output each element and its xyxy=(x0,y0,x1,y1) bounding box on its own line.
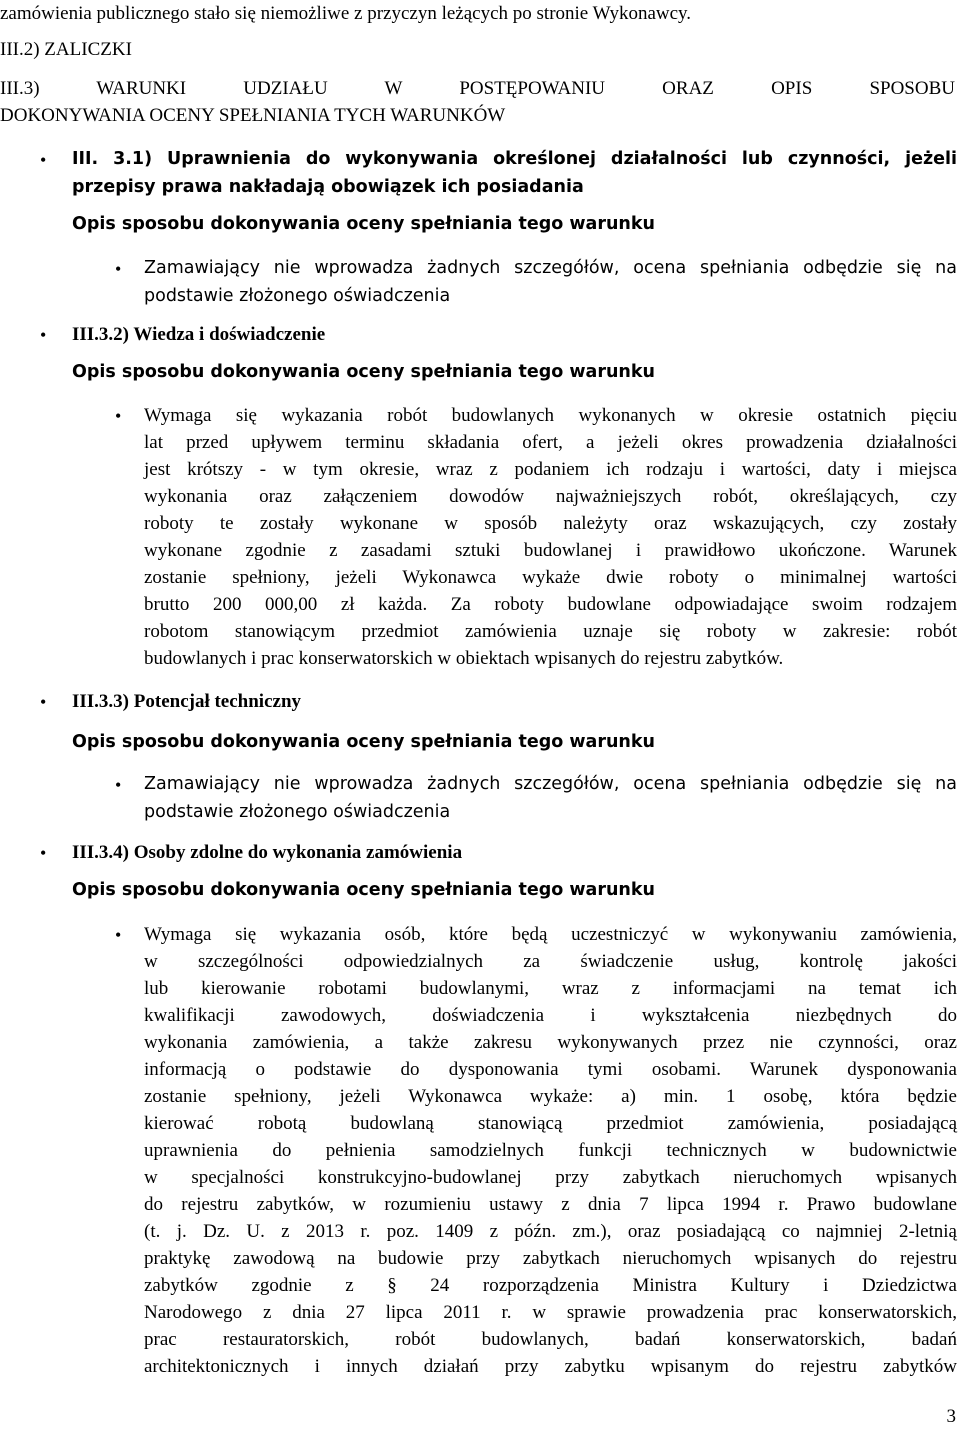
section-3-4-text-line: prac restauratorskich, robót budowlanych, badań konserwatorskich, badań xyxy=(144,1329,957,1350)
section-3-4-text-line: praktykę zawodową na budowie przy zabytkach nieruchomych wpisanych do rejestru xyxy=(144,1248,957,1269)
section-3-3-text-line-2: podstawie złożonego oświadczenia xyxy=(144,802,451,822)
section-3-1-text-line-2: podstawie złożonego oświadczenia xyxy=(144,286,451,306)
bullet-icon: • xyxy=(115,259,122,279)
section-3-4-text-line: (t. j. Dz. U. z 2013 r. poz. 1409 z późn. zm.), oraz posiadającą co najmniej 2-letnią xyxy=(144,1221,957,1242)
section-3-4-text-line: w szczególności odpowiedzialnych za świadczenie usług, kontrolę jakości xyxy=(144,951,957,972)
heading-zaliczki: III.2) ZALICZKI xyxy=(0,39,132,60)
section-3-4-title: III.3.4) Osoby zdolne do wykonania zamówienia xyxy=(72,842,463,863)
section-3-3-opis: Opis sposobu dokonywania oceny spełniania tego warunku xyxy=(72,732,655,752)
bullet-icon: • xyxy=(40,325,47,345)
section-3-3-title: III.3.3) Potencjał techniczny xyxy=(72,691,302,712)
section-3-4-text-line: w specjalności konstrukcyjno-budowlanej przy zabytkach nieruchomych wpisanych xyxy=(144,1167,957,1188)
section-3-3-text-line-1: Zamawiający nie wprowadza żadnych szczegółów, ocena spełniania odbędzie się na xyxy=(144,774,957,794)
bullet-icon: • xyxy=(115,406,122,426)
section-3-4-text-line: zostanie spełniony, jeżeli Wykonawca wykaże: a) min. 1 osobę, która będzie xyxy=(144,1086,957,1107)
heading-warunki-line-1: III.3) WARUNKI UDZIAŁU W POSTĘPOWANIU ORAZ OPIS SPOSOBU xyxy=(0,78,955,99)
section-3-4-text-line: zabytków zgodnie z § 24 rozporządzenia Ministra Kultury i Dziedzictwa xyxy=(144,1275,957,1296)
section-3-2-text-line: zostanie spełniony, jeżeli Wykonawca wykaże dwie roboty o minimalnej wartości xyxy=(144,567,957,588)
section-3-4-text-line: wykonania zamówienia, a także zakresu wykonywanych przez nie czynności, oraz xyxy=(144,1032,957,1053)
section-3-1-text-line-1: Zamawiający nie wprowadza żadnych szczegółów, ocena spełniania odbędzie się na xyxy=(144,258,957,278)
section-3-4-opis: Opis sposobu dokonywania oceny spełniania tego warunku xyxy=(72,880,655,900)
bullet-icon: • xyxy=(40,843,47,863)
section-3-4-text-line: lub kierowanie robotami budowlanymi, wraz z informacjami na temat ich xyxy=(144,978,957,999)
section-3-2-opis: Opis sposobu dokonywania oceny spełniania tego warunku xyxy=(72,362,655,382)
section-3-2-text-line: budowlanych i prac konserwatorskich w obiektach wpisanych do rejestru zabytków. xyxy=(144,648,784,669)
page-number: 3 xyxy=(946,1406,956,1427)
continuation-line: zamówienia publicznego stało się niemożliwe z przyczyn leżących po stronie Wykonawcy. xyxy=(0,3,692,24)
section-3-4-text-line: Wymaga się wykazania osób, które będą uczestniczyć w wykonywaniu zamówienia, xyxy=(144,924,957,945)
section-3-4-text-line: Narodowego z dnia 27 lipca 2011 r. w sprawie prowadzenia prac konserwatorskich, xyxy=(144,1302,957,1323)
bullet-icon: • xyxy=(40,150,47,170)
section-3-1-opis: Opis sposobu dokonywania oceny spełniania tego warunku xyxy=(72,214,655,234)
section-3-2-text-line: roboty te zostały wykonane w sposób należyty oraz wskazujących, czy zostały xyxy=(144,513,957,534)
section-3-2-text-line: Wymaga się wykazania robót budowlanych wykonanych w okresie ostatnich pięciu xyxy=(144,405,957,426)
section-3-2-title: III.3.2) Wiedza i doświadczenie xyxy=(72,324,326,345)
section-3-1-title-line-2: przepisy prawa nakładają obowiązek ich posiadania xyxy=(72,177,584,197)
section-3-4-text-line: architektonicznych i innych działań przy zabytku wpisanym do rejestru zabytków xyxy=(144,1356,957,1377)
bullet-icon: • xyxy=(40,692,47,712)
section-3-4-text-line: uprawnienia do pełnienia samodzielnych funkcji technicznych w budownictwie xyxy=(144,1140,957,1161)
section-3-2-text-line: wykonane zgodnie z zasadami sztuki budowlanej i prawidłowo ukończone. Warunek xyxy=(144,540,957,561)
section-3-2-text-line: brutto 200 000,00 zł każda. Za roboty budowlane odpowiadające swoim rodzajem xyxy=(144,594,957,615)
section-3-2-text-line: robotom stanowiącym przedmiot zamówienia uznaje się roboty w zakresie: robót xyxy=(144,621,957,642)
bullet-icon: • xyxy=(115,775,122,795)
section-3-2-text-line: wykonania oraz załączeniem dowodów najważniejszych robót, określających, czy xyxy=(144,486,957,507)
bullet-icon: • xyxy=(115,925,122,945)
section-3-4-text-line: do rejestru zabytków, w rozumieniu ustawy z dnia 7 lipca 1994 r. Prawo budowlane xyxy=(144,1194,957,1215)
heading-warunki-line-2: DOKONYWANIA OCENY SPEŁNIANIA TYCH WARUNKÓW xyxy=(0,105,506,126)
section-3-4-text-line: kierować robotą budowlaną stanowiącą przedmiot zamówienia, posiadającą xyxy=(144,1113,957,1134)
section-3-4-text-line: informacją o podstawie do dysponowania tymi osobami. Warunek dysponowania xyxy=(144,1059,957,1080)
section-3-4-text-line: kwalifikacji zawodowych, doświadczenia i wykształcenia niezbędnych do xyxy=(144,1005,957,1026)
section-3-2-text-line: lat przed upływem terminu składania ofert, a jeżeli okres prowadzenia działalności xyxy=(144,432,957,453)
section-3-2-text-line: jest krótszy - w tym okresie, wraz z podaniem ich rodzaju i wartości, daty i miejsca xyxy=(144,459,957,480)
section-3-1-title-line-1: III. 3.1) Uprawnienia do wykonywania określonej działalności lub czynności, jeżeli xyxy=(72,149,957,169)
